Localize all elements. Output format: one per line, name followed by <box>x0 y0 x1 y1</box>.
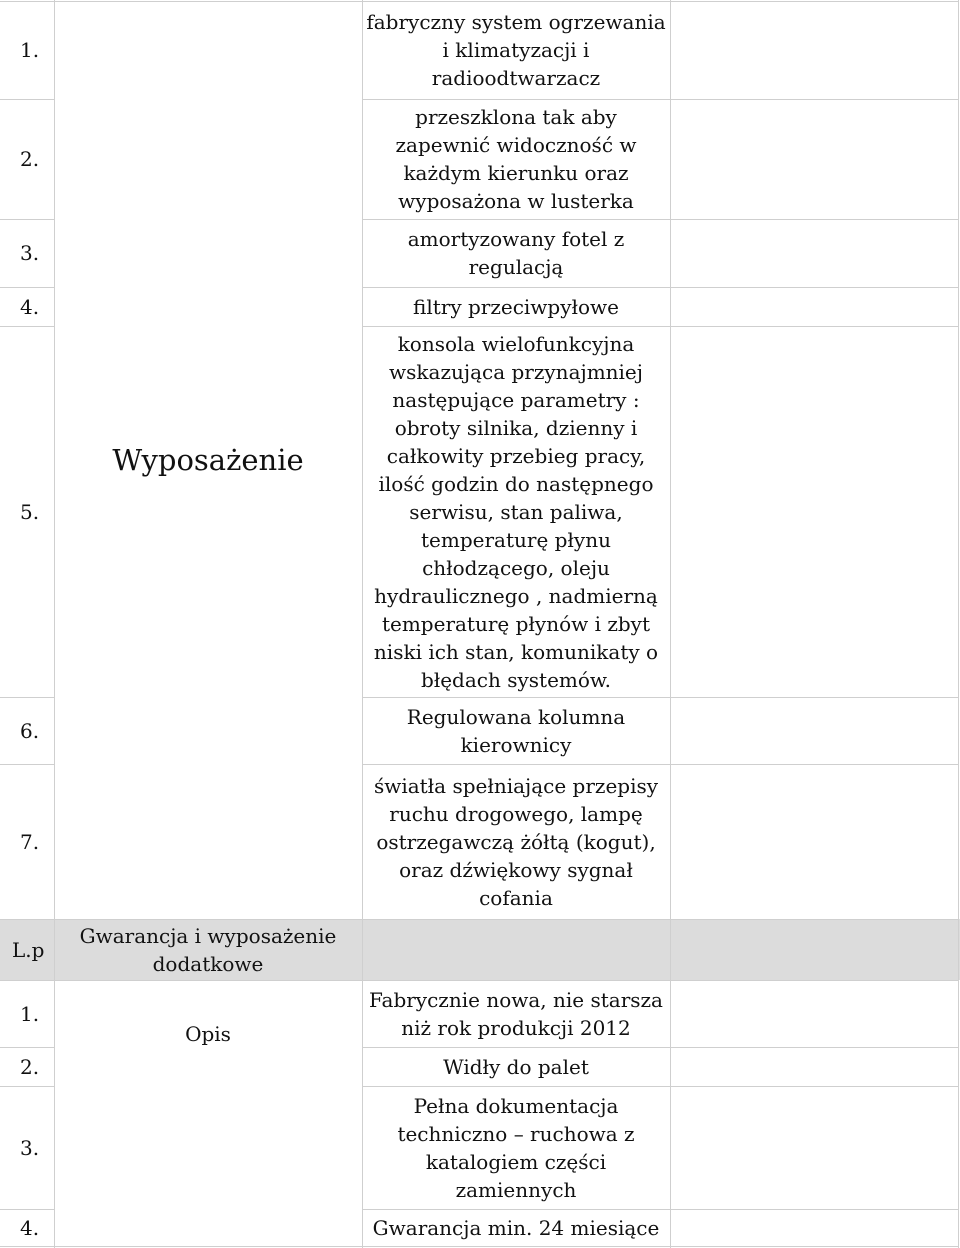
row-description: Widły do palet <box>443 1054 589 1079</box>
section-label-equipment: Wyposażenie <box>112 443 304 477</box>
lp-header: L.p <box>12 937 45 962</box>
row-description: Gwarancja min. 24 miesiące <box>372 1215 660 1240</box>
grid-hline <box>362 919 959 920</box>
row-description: konsola wielofunkcyjna wskazująca przynajmniej następujące parametry : obroty silnika, dzienny i całkowity przebieg pracy, ilość godzin do następnego serwisu, stan paliwa, temperaturę płynu chłodzącego, oleju hydraulicznego , nadmierną temperaturę płynów i zbyt niski ich stan, komunikaty o błędach systemów. <box>373 331 659 692</box>
row-description: przeszklona tak aby zapewnić widoczność w każdym kierunku oraz wyposażona w lusterka <box>395 105 637 213</box>
row-number: 3. <box>20 241 40 265</box>
grid-hline <box>362 1246 959 1247</box>
grid-vline <box>958 0 959 1248</box>
grid-hline <box>54 980 362 981</box>
grid-hline <box>54 1 362 2</box>
row-number: 4. <box>20 1215 40 1240</box>
row-number: 1. <box>20 38 40 62</box>
row-number: 1. <box>20 1001 40 1026</box>
row-number: 4. <box>20 294 40 319</box>
row-number: 7. <box>20 829 40 854</box>
section-label-description: Opis <box>185 1022 231 1046</box>
row-number: 6. <box>20 718 40 743</box>
row-description: filtry przeciwpyłowe <box>412 294 620 319</box>
grid-hline <box>0 1246 54 1247</box>
row-description: światła spełniające przepisy ruchu drogowego, lampę ostrzegawczą żółtą (kogut), oraz dźwiękowy sygnał cofania <box>373 773 659 910</box>
row-number: 5. <box>20 499 40 524</box>
row-description: Fabrycznie nowa, nie starsza niż rok produkcji 2012 <box>369 987 663 1040</box>
row-number: 2. <box>20 1054 40 1079</box>
row-description: fabryczny system ogrzewania i klimatyzacji i radioodtwarzacz <box>366 10 666 90</box>
grid-vline <box>670 0 671 1248</box>
row-description: Pełna dokumentacja techniczno – ruchowa z katalogiem części zamiennych <box>397 1093 635 1202</box>
section-header-title: Gwarancja i wyposażenie dodatkowe <box>79 923 337 976</box>
row-description: Regulowana kolumna kierownicy <box>406 704 626 757</box>
grid-vline <box>54 0 55 1248</box>
row-description: amortyzowany fotel z regulacją <box>407 227 625 279</box>
grid-hline <box>54 1246 362 1247</box>
row-number: 2. <box>20 147 40 171</box>
row-number: 3. <box>20 1135 40 1160</box>
